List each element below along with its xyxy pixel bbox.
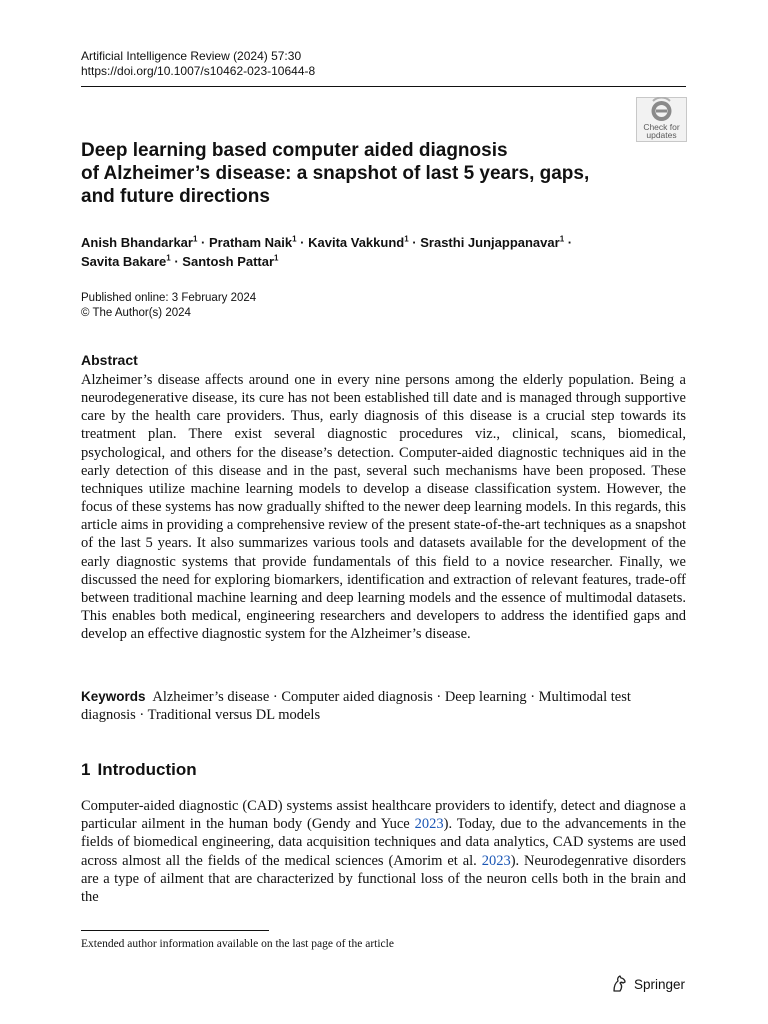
footnote-divider — [81, 930, 269, 931]
section-title: Introduction — [97, 760, 197, 779]
author[interactable] — [308, 235, 409, 250]
author-name: Anish Bhandarkar — [81, 235, 193, 250]
badge-label-2: updates — [646, 130, 677, 140]
copyright-notice: © The Author(s) 2024 — [81, 307, 191, 319]
crossmark-icon — [636, 97, 687, 142]
doi-link[interactable]: https://doi.org/10.1007/s10462-023-10644-8 — [81, 64, 316, 78]
author[interactable] — [182, 254, 278, 269]
intro-text-3: ). Neurodegenrative disorders are a type of ailment that are characterized by functional loss of the neuron cells both in the brain and the — [81, 852, 686, 906]
keywords-section — [81, 688, 686, 724]
author[interactable] — [81, 254, 171, 269]
affiliation-mark: 1 — [559, 234, 565, 244]
intro-text-1: Computer-aided diagnostic (CAD) systems assist healthcare providers to identify, detect and diagnose a particular ailment in the human body (Gendy and Yuce — [81, 798, 686, 833]
header-divider — [81, 86, 686, 87]
footnote: Extended author information available on the last page of the article — [81, 938, 394, 950]
publisher-logo — [609, 973, 685, 995]
author-separator: · — [296, 235, 309, 250]
affiliation-mark: 1 — [166, 253, 171, 263]
author[interactable] — [81, 235, 197, 250]
citation-link[interactable]: 2023 — [481, 852, 511, 869]
badge-label-1: Check for — [643, 122, 680, 132]
author-name: Pratham Naik — [209, 235, 293, 250]
abstract-heading: Abstract — [81, 352, 138, 368]
title-line-1: Deep learning based computer aided diagnosis — [81, 140, 508, 161]
author-name: Santosh Pattar — [182, 254, 275, 269]
author[interactable] — [209, 235, 297, 250]
author-name: Srasthi Junjappanavar — [420, 235, 560, 250]
introduction-paragraph — [81, 797, 686, 906]
paper-title — [81, 139, 621, 208]
citation-link[interactable]: 2023 — [414, 816, 444, 833]
abstract-text: Alzheimer’s disease affects around one in every nine persons among the elderly population. Being a neurodegenerative disease, its cure has not been established till date and is managed through supportive care by the health care providers. Thus, early diagnosis of this disease is a crucial step towards its treatment plan. There exist several diagnostic procedures viz., clinical, scans, biomedical, psychological, and others for the disease’s detection. Computer-aided diagnostic techniques aid in the early detection of this disease and in the past, several such mechanisms have been proposed. These techniques utilize machine learning models to develop a disease classification system. However, the focus of these systems has now gradually shifted to the newer deep learning models. In this regards, this article aims in providing a comprehensive review of the present state-of-the-art techniques as a snapshot of the last 5 years. It also summarizes various tools and datasets available for the development of the early diagnostic systems that provide fundamentals of this field to a novice researcher. Finally, we discussed the need for exploring biomarkers, identification and extraction of relevant features, trade-off between traditional machine learning and deep learning models and the essence of multimodal datasets. This enables both medical, engineering researchers and developers to address the identified gaps and develop an effective diagnostic system for the Alzheimer’s disease. — [81, 372, 686, 643]
section-heading-introduction — [81, 760, 197, 780]
publisher-name: Springer — [634, 976, 686, 992]
author-name: Kavita Vakkund — [308, 235, 405, 250]
author-list — [81, 233, 681, 271]
published-date: Published online: 3 February 2024 — [81, 292, 257, 304]
author-name: Savita Bakare — [81, 254, 167, 269]
author[interactable] — [420, 235, 564, 250]
section-number: 1 — [81, 760, 91, 779]
keywords-text: Alzheimer’s disease · Computer aided diagnosis · Deep learning · Multimodal test diagnosis · Traditional versus DL models — [81, 689, 631, 724]
author-separator: · — [408, 235, 421, 250]
affiliation-mark: 1 — [274, 253, 279, 263]
author-separator: · — [170, 254, 183, 269]
affiliation-mark: 1 — [404, 234, 409, 244]
journal-citation: Artificial Intelligence Review (2024) 57:30 — [81, 49, 302, 63]
publication-info — [81, 291, 256, 321]
springer-horse-icon — [609, 974, 629, 994]
author-separator: · — [197, 235, 209, 250]
title-line-3: and future directions — [81, 186, 270, 207]
journal-header — [81, 49, 315, 79]
keywords-label: Keywords — [81, 689, 146, 704]
title-line-2: of Alzheimer’s disease: a snapshot of last 5 years, gaps, — [81, 163, 590, 184]
affiliation-mark: 1 — [192, 234, 198, 244]
intro-text-2: ). Today, due to the advancements in the fields of biomedical engineering, data acquisition techniques and data analytics, CAD systems are used across almost all the fields of the medical sciences (Amorim et al. — [81, 816, 686, 869]
affiliation-mark: 1 — [292, 234, 297, 244]
check-for-updates-badge[interactable] — [636, 97, 687, 142]
author-separator: · — [564, 235, 573, 250]
